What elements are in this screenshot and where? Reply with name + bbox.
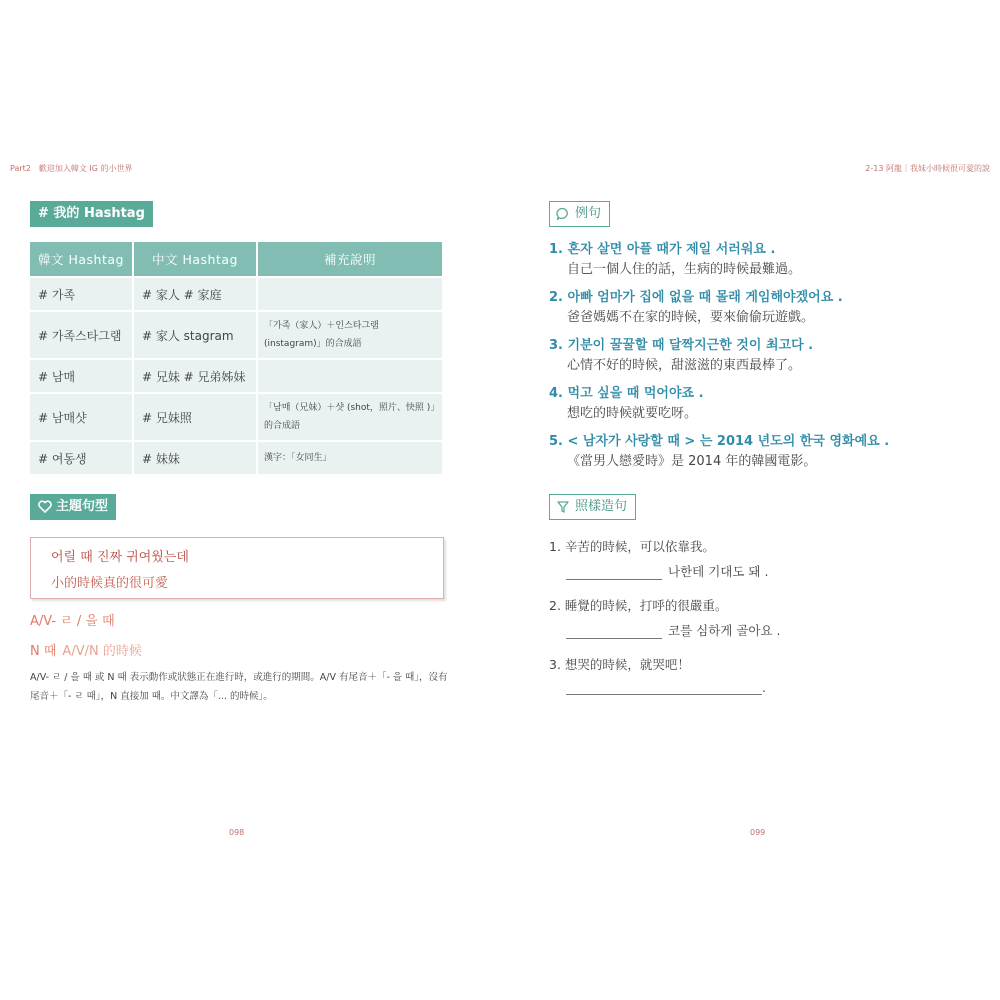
left-running-header: Part2 歡迎加入韓文 IG 的小世界 (10, 164, 133, 173)
cell-zh: # 家人 stagram (134, 310, 258, 358)
grammar-pattern-1: A/V- ㄹ / 을 때 (30, 614, 115, 629)
table-row (30, 276, 442, 310)
example-chinese: 想吃的時候就要吃呀。 (567, 406, 698, 421)
cell-zh: # 家人 # 家庭 (134, 276, 258, 310)
cell-kr: # 여동생 (30, 440, 134, 474)
practice-answer (566, 621, 781, 639)
cell-note: 「남매（兄妹）＋샷 (shot，照片、快照 )」的合成語 (258, 392, 442, 440)
grammar-explanation: A/V- ㄹ / 을 때 或 N 때 表示動作或狀態正在進行時，或進行的期間。A/V 有尾音＋「- 을 때」，沒有尾音＋「- ㄹ 때」，N 直接加 때。中文譯為「... 的時候」。 (30, 672, 448, 702)
grammar-pattern-2-head: N 때 (30, 644, 57, 659)
answer-suffix: 코를 심하게 골아요 . (668, 623, 781, 638)
cell-note: 「가족（家人）＋인스타그램 (instagram)」的合成語 (258, 310, 442, 358)
examples-section-title: 例句 (575, 206, 602, 221)
column-header: 韓文 Hashtag (30, 242, 134, 276)
hashtag-section-title: # 我的 Hashtag (30, 201, 153, 227)
column-header: 補充說明 (258, 242, 442, 276)
example-item (549, 384, 969, 424)
practice-prompt: 2. 睡覺的時候，打呼的很嚴重。 (549, 598, 728, 613)
example-korean: 1. 혼자 살면 아플 때가 제일 서러워요 . (549, 242, 776, 257)
example-item (549, 432, 969, 472)
table-row (30, 440, 442, 474)
example-korean: 5. < 남자가 사랑할 때 > 는 2014 년도의 한국 영화예요 . (549, 434, 890, 449)
cell-zh: # 兄妹照 (134, 392, 258, 440)
cell-zh: # 妹妹 (134, 440, 258, 474)
example-korean: 4. 먹고 싶을 때 먹어야죠 . (549, 386, 704, 401)
speech-bubble-icon (556, 207, 570, 221)
table-row (30, 310, 442, 358)
example-item (549, 336, 969, 376)
theme-chinese-sentence: 小的時候真的很可愛 (51, 576, 169, 591)
right-running-header: 2-13 阿龍｜我妹小時候很可愛的說 (865, 164, 990, 173)
example-chinese: 心情不好的時候，甜滋滋的東西最棒了。 (567, 358, 802, 373)
right-page-number: 099 (750, 828, 766, 837)
example-chinese: 爸爸媽媽不在家的時候，要來偷偷玩遊戲。 (567, 310, 815, 325)
grammar-pattern-2 (30, 640, 142, 659)
theme-sentence-box (30, 537, 444, 599)
theme-section-tag (30, 494, 116, 520)
practice-answer (566, 680, 766, 695)
example-korean: 3. 기분이 꿀꿀할 때 달짝지근한 것이 최고다 . (549, 338, 814, 353)
cell-kr: # 가족스타그램 (30, 310, 134, 358)
theme-section-title: 主題句型 (56, 499, 109, 514)
answer-blank[interactable] (566, 565, 662, 580)
table-header-row (30, 242, 442, 276)
practice-section-title: 照樣造句 (575, 499, 628, 514)
grammar-pattern-2-meaning: A/V/N 的時候 (62, 644, 142, 659)
cell-zh: # 兄妹 # 兄弟姊妹 (134, 358, 258, 392)
pencil-icon (556, 500, 570, 514)
hashtag-table (30, 242, 442, 474)
cell-kr: # 가족 (30, 276, 134, 310)
answer-blank[interactable] (566, 624, 662, 639)
answer-blank[interactable] (566, 680, 762, 695)
answer-suffix: 나한테 기대도 돼 . (668, 564, 769, 579)
table-row (30, 392, 442, 440)
practice-prompt: 1. 辛苦的時候，可以依靠我。 (549, 539, 715, 554)
examples-section-tag (549, 201, 610, 227)
column-header: 中文 Hashtag (134, 242, 258, 276)
cell-note: 漢字：「女同生」 (258, 440, 442, 474)
practice-section-tag (549, 494, 636, 520)
cell-note (258, 276, 442, 310)
left-page-number: 098 (229, 828, 245, 837)
cell-kr: # 남매샷 (30, 392, 134, 440)
example-chinese: 自己一個人住的話，生病的時候最難過。 (567, 262, 802, 277)
table-row (30, 358, 442, 392)
heart-icon (38, 500, 52, 513)
practice-answer (566, 562, 768, 580)
example-item (549, 288, 969, 328)
theme-korean-sentence: 어릴 때 진짜 귀여웠는데 (51, 550, 189, 565)
example-item (549, 240, 969, 280)
cell-note (258, 358, 442, 392)
example-korean: 2. 아빠 엄마가 집에 없을 때 몰래 게임해야겠어요 . (549, 290, 843, 305)
example-chinese: 《當男人戀愛時》是 2014 年的韓國電影。 (567, 454, 817, 469)
practice-prompt: 3. 想哭的時候，就哭吧！ (549, 657, 690, 672)
answer-suffix: . (762, 680, 766, 695)
cell-kr: # 남매 (30, 358, 134, 392)
